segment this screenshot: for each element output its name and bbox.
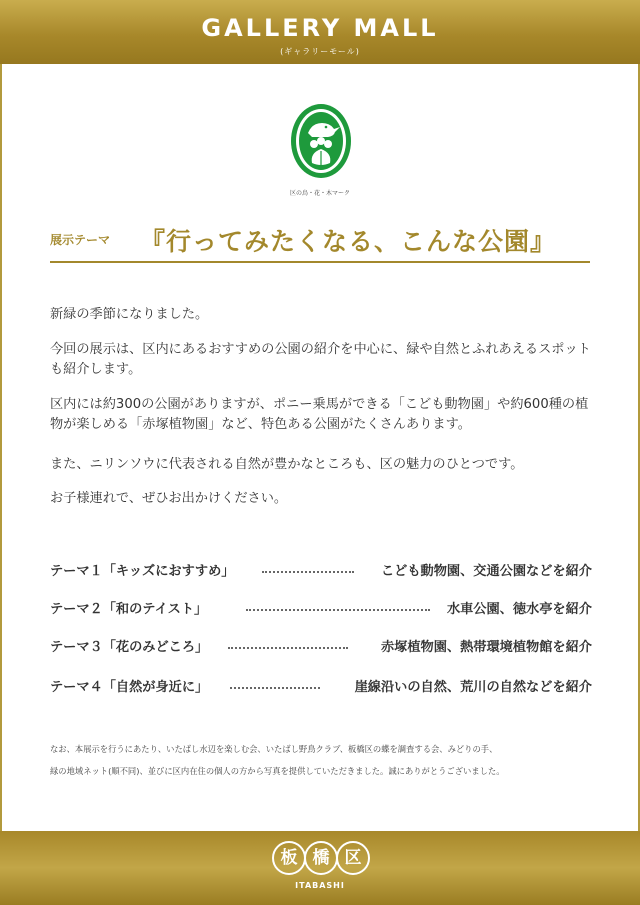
page-title: GALLERY MALL bbox=[201, 14, 439, 42]
itabashi-seal-char-3: 区 bbox=[336, 841, 370, 875]
acknowledgement-line-1: なお、本展示を行うにあたり、いたばし水辺を楽しむ会、いたばし野鳥クラブ、板橋区の蝶を調査する会、みどりの手、 bbox=[50, 744, 498, 754]
intro-paragraph-1: 新緑の季節になりました。 bbox=[50, 307, 209, 322]
theme-description: 崖線沿いの自然、荒川の自然などを紹介 bbox=[354, 680, 592, 695]
intro-paragraph-5: お子様連れで、ぜひお出かけください。 bbox=[50, 491, 288, 506]
footer-banner bbox=[0, 831, 640, 905]
intro-paragraph-4: また、ニリンソウに代表される自然が豊かなところも、区の魅力のひとつです。 bbox=[50, 457, 524, 472]
leader-dots bbox=[228, 641, 348, 649]
theme-name: テーマ２「和のテイスト」 bbox=[50, 602, 208, 617]
intro-paragraph-3: 区内には約300の公園がありますが、ポニー乗馬ができる「こども動物園」や約600種の植物が楽しめる「赤塚植物園」など、特色ある公園がたくさんあります。 bbox=[50, 397, 589, 432]
leader-dots bbox=[230, 681, 320, 689]
itabashi-seal-char-2: 橋 bbox=[304, 841, 338, 875]
content-frame bbox=[0, 64, 640, 831]
theme-description: 水車公園、徳水亭を紹介 bbox=[446, 602, 592, 617]
exhibition-theme-label: 展示テーマ bbox=[50, 233, 111, 247]
page-subtitle: (ギャラリーモール) bbox=[280, 47, 360, 56]
theme-description: 赤塚植物園、熱帯環境植物館を紹介 bbox=[381, 640, 592, 655]
emblem-caption: 区の鳥・花・木マーク bbox=[289, 190, 350, 197]
header-banner bbox=[0, 0, 640, 64]
leader-dots bbox=[262, 565, 354, 573]
theme-name: テーマ４「自然が身近に」 bbox=[50, 680, 209, 695]
theme-name: テーマ１「キッズにおすすめ」 bbox=[50, 564, 235, 579]
leader-dots bbox=[246, 603, 430, 611]
theme-description: こども動物園、交通公園などを紹介 bbox=[381, 564, 592, 579]
acknowledgement-line-2: 緑の地域ネット(順不同)、並びに区内在住の個人の方から写真を提供していただきました。誠にありがとうございました。 bbox=[50, 766, 505, 776]
footer-subtitle: ITABASHI bbox=[295, 881, 345, 890]
itabashi-seal-char-1: 板 bbox=[272, 841, 306, 875]
ward-emblem-icon bbox=[290, 103, 352, 179]
exhibition-theme-title: 『行ってみたくなる、こんな公園』 bbox=[140, 227, 557, 256]
title-divider bbox=[50, 261, 590, 263]
theme-name: テーマ３「花のみどころ」 bbox=[50, 640, 209, 655]
intro-paragraph-2: 今回の展示は、区内にあるおすすめの公園の紹介を中心に、緑や自然とふれあえるスポットも紹介します。 bbox=[50, 342, 591, 377]
